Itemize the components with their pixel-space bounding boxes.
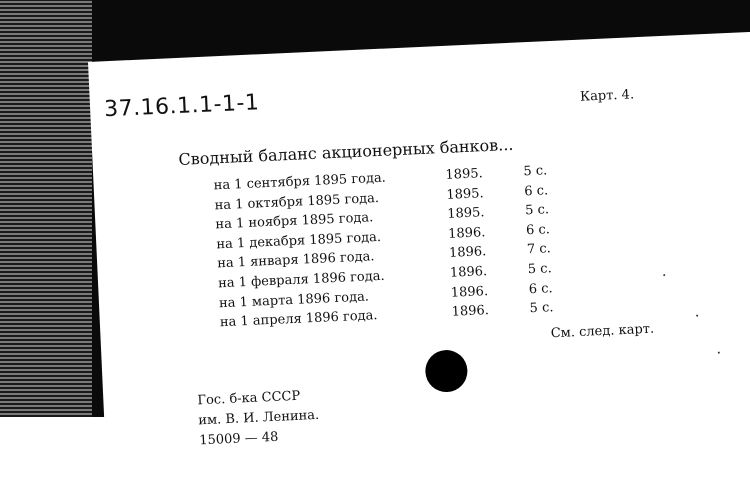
entry-date: на 1 января 1896 года.	[216, 249, 375, 272]
entry-count: 5 с.	[523, 163, 548, 180]
entry-year: 1896.	[450, 283, 489, 301]
catalog-card	[88, 30, 750, 481]
entry-year: 1896.	[447, 224, 486, 242]
entry-year: 1895.	[446, 205, 485, 223]
entry-count: 6 с.	[528, 280, 553, 297]
library-name-suffix: им. В. И. Ленина.	[198, 407, 320, 429]
scan-speck	[718, 352, 720, 354]
entry-date: на 1 октября 1895 года.	[214, 190, 380, 213]
entry-date: на 1 сентября 1895 года.	[213, 170, 387, 194]
punch-hole	[424, 349, 468, 393]
library-card-id: 15009 — 48	[198, 429, 279, 449]
call-number: 37.16.1.1-1-1	[103, 90, 260, 123]
entry-year: 1895.	[446, 185, 484, 203]
entry-date: на 1 февраля 1896 года.	[217, 268, 385, 292]
entry-date: на 1 ноября 1895 года.	[215, 210, 374, 233]
scan-edge-strip	[0, 0, 92, 417]
card-title: Сводный баланс акционерных банков...	[178, 134, 514, 169]
see-next-card-note: См. след. карт.	[550, 321, 655, 342]
entry-date: на 1 апреля 1896 года.	[219, 308, 378, 331]
library-stamp	[197, 386, 320, 451]
entry-count: 5 с.	[529, 300, 554, 317]
entry-year: 1896.	[448, 244, 487, 262]
entry-year: 1896.	[449, 264, 488, 281]
scan-speck	[663, 274, 665, 276]
entry-count: 5 с.	[527, 261, 553, 278]
scan-speck	[696, 315, 698, 317]
entry-count: 6 с.	[523, 182, 549, 199]
library-name: Гос. б-ка СССР	[197, 388, 301, 409]
entry-count: 6 с.	[525, 222, 551, 239]
entry-date: на 1 марта 1896 года.	[218, 289, 370, 311]
entry-date: на 1 декабря 1895 года.	[216, 229, 382, 253]
entry-year: 1896.	[451, 303, 490, 320]
entry-year: 1895.	[445, 166, 484, 183]
card-number: Карт. 4.	[579, 87, 635, 105]
entries-list	[213, 161, 600, 335]
entry-count: 7 с.	[526, 241, 552, 258]
entry-count: 5 с.	[524, 202, 550, 219]
